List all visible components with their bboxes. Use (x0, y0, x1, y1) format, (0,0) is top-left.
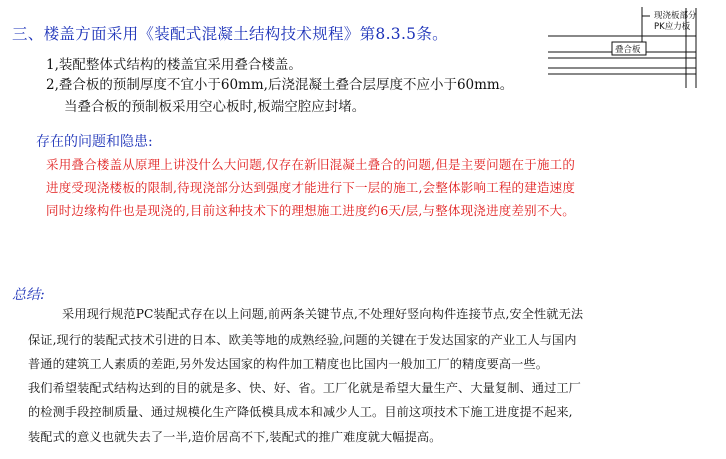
summary-heading: 总结: (12, 287, 45, 303)
problems-heading: 存在的问题和隐患: (36, 134, 153, 150)
section3-heading: 三、楼盖方面采用《装配式混凝土结构技术规程》第8.3.5条。 (12, 25, 448, 43)
summary-line-2: 保证,现行的装配式技术引进的日本、欧美等地的成熟经验,问题的关键在于发达国家的产业工人与国内 (28, 333, 577, 347)
section3-item-1: 1,装配整体式结构的楼盖宜采用叠合楼盖。 (46, 57, 302, 73)
composite-slab-diagram (546, 2, 722, 90)
summary-line-1: 采用现行规范PC装配式存在以上问题,前两条关键节点,不处理好竖向构件连接节点,安全性就无法 (62, 307, 584, 321)
summary-line-4: 我们希望装配式结构达到的目的就是多、快、好、省。工厂化就是希望大量生产、大量复制、通过工厂 (28, 381, 581, 395)
summary-line-6: 装配式的意义也就失去了一半,造价居高不下,装配式的推广难度就大幅提高。 (28, 430, 442, 444)
diagram-label-box: 叠合板 (615, 45, 641, 55)
diagram-label-bottom: PK应力板 (654, 22, 691, 32)
problems-line-2: 进度受现浇楼板的限制,待现浇部分达到强度才能进行下一层的施工,会整体影响工程的建造速度 (46, 180, 576, 195)
section3-item-2: 2,叠合板的预制厚度不宜小于60mm,后浇混凝土叠合层厚度不应小于60mm。 (46, 77, 514, 93)
summary-line-5: 的检测手段控制质量、通过规模化生产降低模具成本和减少人工。目前这项技术下施工进度提不起来, (28, 405, 573, 419)
section3-item-3: 当叠合板的预制板采用空心板时,板端空腔应封堵。 (64, 99, 366, 115)
summary-line-3: 普通的建筑工人素质的差距,另外发达国家的构件加工精度也比国内一般加工厂的精度要高一些。 (28, 357, 549, 371)
diagram-label-top: 现浇板部分 (654, 11, 697, 21)
problems-line-1: 采用叠合楼盖从原理上讲没什么大问题,仅存在新旧混凝土叠合的问题,但是主要问题在于施工的 (46, 157, 576, 172)
problems-line-3: 同时边缘构件也是现浇的,目前这种技术下的理想施工进度约6天/层,与整体现浇进度差别不大。 (46, 203, 575, 218)
